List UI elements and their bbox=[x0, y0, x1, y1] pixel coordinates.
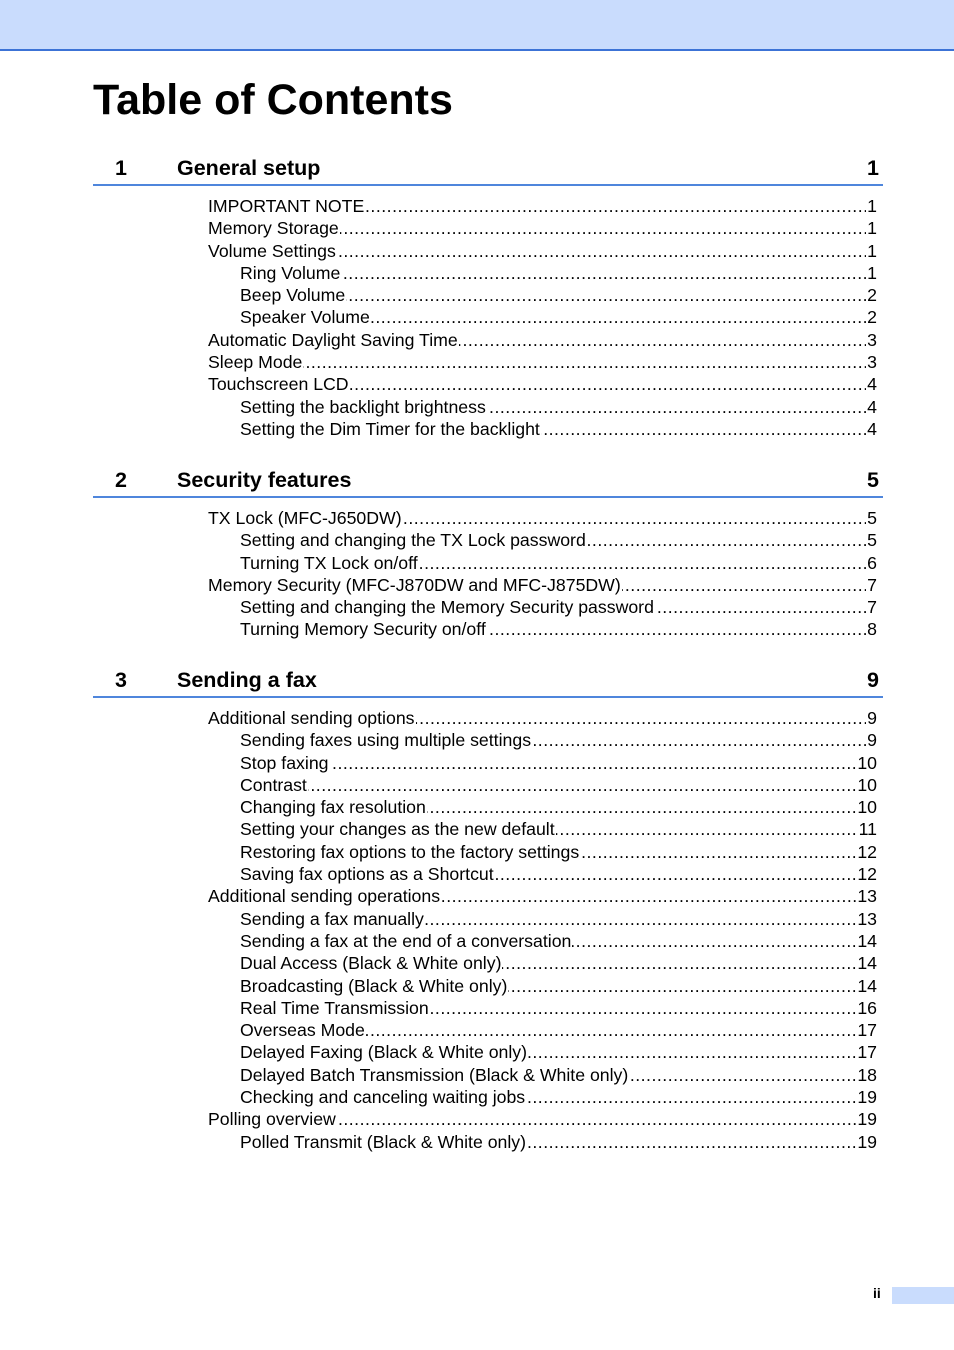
toc-entry[interactable] bbox=[240, 863, 883, 885]
dot-leader bbox=[208, 351, 871, 373]
header-band bbox=[0, 0, 954, 51]
chapter-heading[interactable] bbox=[93, 664, 883, 698]
chapter-section bbox=[93, 152, 883, 440]
toc-entry-title: Turning Memory Security on/off bbox=[240, 619, 486, 640]
entry-list bbox=[93, 195, 883, 440]
toc-entry-page: 4 bbox=[867, 418, 877, 439]
toc-entry[interactable] bbox=[240, 552, 883, 574]
toc-entry[interactable] bbox=[240, 930, 883, 952]
entry-list bbox=[93, 707, 883, 1153]
toc-entry[interactable] bbox=[240, 1131, 883, 1153]
toc-entry[interactable] bbox=[240, 1041, 883, 1063]
chapter-section bbox=[93, 464, 883, 641]
chapter-number: 2 bbox=[115, 468, 127, 492]
page-title: Table of Contents bbox=[93, 76, 453, 124]
toc-entry-title: Setting and changing the Memory Security password bbox=[240, 597, 654, 618]
toc-entry-title: Memory Security (MFC-J870DW and MFC-J875DW) bbox=[208, 574, 621, 595]
toc-entry-title: IMPORTANT NOTE bbox=[208, 196, 365, 216]
toc-entry-title: Delayed Faxing (Black & White only) bbox=[240, 1042, 528, 1063]
toc-entry[interactable] bbox=[240, 306, 883, 328]
toc-entry-title: Additional sending operations bbox=[208, 886, 441, 907]
toc-entry-page: 19 bbox=[857, 1087, 877, 1108]
toc-entry-page: 18 bbox=[857, 1064, 877, 1085]
chapter-number: 1 bbox=[115, 156, 127, 180]
toc-entry[interactable] bbox=[240, 796, 883, 818]
toc-entry-page: 9 bbox=[867, 730, 877, 751]
toc-entry[interactable] bbox=[240, 975, 883, 997]
toc-entry[interactable] bbox=[240, 729, 883, 751]
toc-entry-title: Saving fax options as a Shortcut bbox=[240, 864, 494, 885]
toc-entry-page: 4 bbox=[867, 374, 877, 395]
toc-entry-page: 9 bbox=[867, 708, 877, 728]
toc-entry-title: Setting the backlight brightness bbox=[240, 396, 486, 417]
toc-entry-page: 1 bbox=[867, 196, 877, 216]
toc-entry-title: Restoring fax options to the factory settings bbox=[240, 841, 580, 862]
toc-entry[interactable] bbox=[208, 195, 883, 217]
toc-entry[interactable] bbox=[240, 618, 883, 640]
toc-entry[interactable] bbox=[240, 908, 883, 930]
toc-entry[interactable] bbox=[240, 1064, 883, 1086]
toc-entry-page: 19 bbox=[857, 1109, 877, 1130]
toc-entry[interactable] bbox=[208, 240, 883, 262]
toc-entry-page: 4 bbox=[867, 396, 877, 417]
toc-entry-page: 1 bbox=[867, 240, 877, 261]
toc-entry-title: Dual Access (Black & White only) bbox=[240, 953, 502, 974]
toc-entry-page: 6 bbox=[867, 552, 877, 573]
toc-entry-page: 17 bbox=[857, 1042, 877, 1063]
chapter-page-number: 5 bbox=[867, 468, 879, 492]
toc-entry-page: 2 bbox=[867, 307, 877, 328]
toc-entry[interactable] bbox=[240, 262, 883, 284]
toc-entry-title: Real Time Transmission bbox=[240, 997, 429, 1018]
toc-entry-page: 1 bbox=[867, 218, 877, 239]
dot-leader bbox=[240, 752, 871, 774]
toc-entry[interactable] bbox=[240, 841, 883, 863]
toc-entry[interactable] bbox=[240, 596, 883, 618]
toc-entry-page: 10 bbox=[857, 774, 877, 795]
toc-entry-title: Polling overview bbox=[208, 1109, 336, 1130]
toc-entry-title: Turning TX Lock on/off bbox=[240, 552, 418, 573]
chapter-heading[interactable] bbox=[93, 152, 883, 186]
toc-entry-title: Additional sending options bbox=[208, 708, 415, 728]
chapter-title: Sending a fax bbox=[177, 668, 317, 692]
toc-entry-title: Sending faxes using multiple settings bbox=[240, 730, 532, 751]
toc-entry-title: Volume Settings bbox=[208, 240, 336, 261]
toc-entry[interactable] bbox=[208, 217, 883, 239]
toc-entry-page: 3 bbox=[867, 352, 877, 373]
toc-entry-title: Delayed Batch Transmission (Black & White only) bbox=[240, 1064, 629, 1085]
toc-entry-title: Checking and canceling waiting jobs bbox=[240, 1087, 526, 1108]
toc-entry-title: Contrast bbox=[240, 774, 307, 795]
toc-entry-title: Changing fax resolution bbox=[240, 797, 426, 818]
toc-entry-title: Automatic Daylight Saving Time bbox=[208, 329, 458, 350]
toc-entry[interactable] bbox=[208, 507, 883, 529]
toc-entry-title: Speaker Volume bbox=[240, 307, 370, 328]
toc-entry[interactable] bbox=[208, 885, 883, 907]
toc-entry-page: 1 bbox=[867, 262, 877, 283]
toc-entry[interactable] bbox=[208, 707, 883, 729]
toc-entry-page: 17 bbox=[857, 1020, 877, 1041]
toc-entry[interactable] bbox=[208, 574, 883, 596]
toc-entry-title: Sending a fax manually bbox=[240, 908, 424, 929]
toc-entry-title: Beep Volume bbox=[240, 285, 346, 306]
toc-entry-page: 12 bbox=[857, 841, 877, 862]
chapter-page-number: 9 bbox=[867, 668, 879, 692]
toc-entry[interactable] bbox=[240, 396, 883, 418]
toc-entry[interactable] bbox=[240, 774, 883, 796]
toc-entry-page: 2 bbox=[867, 285, 877, 306]
toc-entry-page: 10 bbox=[857, 797, 877, 818]
toc-entry[interactable] bbox=[208, 373, 883, 395]
toc-entry[interactable] bbox=[240, 418, 883, 440]
toc-entry-page: 7 bbox=[867, 574, 877, 595]
chapter-title: General setup bbox=[177, 156, 321, 180]
toc-entry[interactable] bbox=[208, 1108, 883, 1130]
toc-entry[interactable] bbox=[240, 752, 883, 774]
toc-entry-title: Ring Volume bbox=[240, 262, 341, 283]
toc-entry-title: Sleep Mode bbox=[208, 352, 303, 373]
toc-entry-title: TX Lock (MFC-J650DW) bbox=[208, 508, 402, 528]
toc-entry-page: 11 bbox=[858, 819, 877, 840]
toc-entry-page: 3 bbox=[867, 329, 877, 350]
toc-entry-page: 7 bbox=[867, 597, 877, 618]
toc-entry-title: Setting the Dim Timer for the backlight bbox=[240, 418, 540, 439]
toc-entry-title: Sending a fax at the end of a conversation bbox=[240, 930, 572, 951]
toc-entry-title: Memory Storage bbox=[208, 218, 339, 239]
toc-entry-page: 5 bbox=[867, 508, 877, 528]
chapter-title: Security features bbox=[177, 468, 352, 492]
page-number: ii bbox=[873, 1285, 881, 1301]
toc-entry[interactable] bbox=[208, 329, 883, 351]
toc-entry[interactable] bbox=[240, 1086, 883, 1108]
toc-entry-page: 10 bbox=[857, 752, 877, 773]
toc-entry-title: Stop faxing bbox=[240, 752, 329, 773]
toc-entry-title: Broadcasting (Black & White only) bbox=[240, 975, 508, 996]
toc-entry-title: Polled Transmit (Black & White only) bbox=[240, 1131, 527, 1152]
page-tab-marker bbox=[892, 1287, 954, 1304]
toc-entry[interactable] bbox=[208, 351, 883, 373]
toc-entry-page: 5 bbox=[867, 530, 877, 551]
toc-entry[interactable] bbox=[240, 284, 883, 306]
toc-entry[interactable] bbox=[240, 952, 883, 974]
toc-entry-title: Setting your changes as the new default bbox=[240, 819, 555, 840]
chapter-heading[interactable] bbox=[93, 464, 883, 498]
toc-entry-title: Setting and changing the TX Lock password bbox=[240, 530, 586, 551]
toc-entry-title: Touchscreen LCD bbox=[208, 374, 349, 395]
toc-entry-page: 14 bbox=[857, 930, 877, 951]
toc-entry-page: 14 bbox=[857, 953, 877, 974]
toc-entry[interactable] bbox=[240, 997, 883, 1019]
toc-entry-page: 14 bbox=[857, 975, 877, 996]
toc-entry[interactable] bbox=[240, 1019, 883, 1041]
entry-list bbox=[93, 507, 883, 641]
chapter-number: 3 bbox=[115, 668, 127, 692]
chapter-section bbox=[93, 664, 883, 1153]
toc-entry-page: 19 bbox=[857, 1131, 877, 1152]
toc-entry-page: 12 bbox=[857, 864, 877, 885]
dot-leader bbox=[240, 774, 871, 796]
toc-entry-page: 13 bbox=[857, 908, 877, 929]
toc-entry[interactable] bbox=[240, 529, 883, 551]
toc-entry-page: 8 bbox=[867, 619, 877, 640]
toc-entry-page: 16 bbox=[857, 997, 877, 1018]
toc-entry-title: Overseas Mode bbox=[240, 1020, 365, 1041]
chapter-page-number: 1 bbox=[867, 156, 879, 180]
toc-entry[interactable] bbox=[240, 818, 883, 840]
toc-entry-page: 13 bbox=[857, 886, 877, 907]
